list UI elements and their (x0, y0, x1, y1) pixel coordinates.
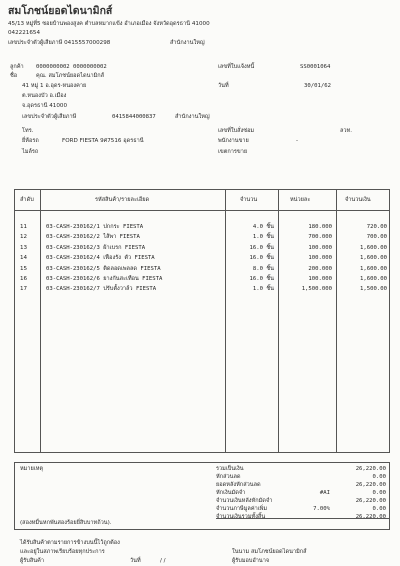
cell-no: 13 (20, 244, 28, 251)
customer-tax-id: 0415844000837 (112, 114, 156, 120)
ref-label: เลขที่ใบสั่งซ่อม (218, 128, 255, 134)
cell-amount: 700.00 (366, 234, 387, 241)
cell-no: 17 (20, 286, 28, 293)
customer-address-2: ต.หนองบัว อ.เมือง (22, 93, 67, 99)
remark-label: หมายเหตุ (20, 466, 44, 472)
summary-value: 26,220.00 (355, 498, 386, 504)
company-branch: สำนักงานใหญ่ (170, 40, 205, 46)
customer-name: คุณ. สมโภชน์ยอดไดนามิกส์ (36, 73, 105, 79)
cell-qty: 1.0 ชิ้น (252, 286, 274, 293)
cell-desc: 03-CASH-230162/3 ผ้าเบรก FIESTA (46, 244, 146, 251)
cell-amount: 1,500.00 (360, 286, 387, 293)
summary-label: หักส่วนลด (216, 474, 241, 480)
header-desc: รหัสสินค้า/รายละเอียด (95, 197, 150, 203)
cell-desc: 03-CASH-230162/6 ยางกันสะเทือน FIESTA (46, 276, 163, 282)
cell-desc: 03-CASH-230162/1 ปกกระ FIESTA (46, 224, 144, 230)
cell-no: 11 (20, 224, 28, 230)
cell-amount: 1,600.00 (360, 255, 387, 262)
table-header-divider (14, 210, 390, 211)
company-phone: 042221654 (8, 30, 41, 36)
cell-price: 100.000 (308, 276, 332, 282)
receipt-note-1: ได้รับสินค้าตามรายการข้างบนนี้ไว้ถูกต้อง (20, 540, 120, 546)
cell-qty: 16.0 ชิ้น (249, 255, 274, 262)
receiver-label: ผู้รับสินค้า (20, 558, 44, 564)
cell-no: 16 (20, 276, 28, 282)
cell-desc: 03-CASH-230162/2 ไส้พา FIESTA (46, 234, 140, 241)
cell-no: 12 (20, 234, 28, 241)
cell-amount: 1,600.00 (360, 265, 387, 272)
vehicle-label: ยี่ห้อรถ (22, 138, 39, 144)
receive-date-blank: / / (160, 558, 166, 564)
grand-total-divider (216, 518, 390, 519)
receive-date-label: วันที่ (130, 558, 141, 564)
summary-extra: 7.00% (313, 506, 330, 512)
cell-desc: 03-CASH-230162/4 เฟืองรัง ตัว FIESTA (46, 255, 155, 262)
summary-label: รวมเป็นเงิน (216, 466, 244, 472)
header-price: หน่วยละ (290, 197, 311, 203)
summary-label: จำนวนเงินรวมทั้งสิ้น (216, 514, 266, 520)
summary-value: 26,220.00 (355, 466, 386, 472)
summary-label: ยอดหลังหักส่วนลด (216, 482, 261, 488)
cell-amount: 1,600.00 (360, 244, 387, 251)
cell-price: 100.000 (308, 255, 332, 262)
summary-value: 26,220.00 (355, 482, 386, 488)
col-divider (40, 189, 41, 453)
date-label: วันที่ (218, 83, 229, 89)
date-value: 30/01/62 (304, 83, 331, 89)
ref-suffix: ลวท. (340, 128, 353, 134)
on-behalf-of: ในนาม สมโภชน์ยอดไดนามิกส์ (232, 549, 307, 555)
customer-code: 0000000002 0000000002 (36, 64, 107, 70)
customer-phone-label: โทร. (22, 128, 34, 134)
customer-tax-label: เลขประจำตัวผู้เสียภาษี (22, 114, 77, 120)
cell-price: 180.000 (308, 224, 332, 230)
customer-address-1: 41 หมู่ 1 อ.อุดร-หนองคาย (22, 83, 87, 89)
company-tax-id: เลขประจำตัวผู้เสียภาษี 0415557000298 (8, 40, 111, 46)
header-qty: จำนวน (240, 197, 258, 203)
cell-desc: 03-CASH-230162/5 ติดลอดเพลลด FIESTA (46, 265, 161, 272)
summary-label: จำนวนเงินหลังหักมัดจำ (216, 498, 273, 504)
authorized-label: ผู้รับมอบอำนาจ (232, 558, 270, 564)
receipt-note-2: และอยู่ในสภาพเรียบร้อยทุกประการ (20, 549, 105, 555)
amount-in-words: (สองหมื่นหกพันสองร้อยยี่สิบบาทถ้วน). (20, 520, 112, 526)
cell-price: 200.000 (308, 265, 332, 272)
customer-code-label: ลูกค้า (10, 64, 24, 70)
cell-qty: 16.0 ชิ้น (249, 244, 274, 251)
cell-amount: 1,600.00 (360, 276, 387, 282)
cell-price: 700.000 (308, 234, 332, 241)
invoice-no-label: เลขที่ใบแจ้งหนี้ (218, 64, 255, 70)
summary-value: 0.00 (372, 490, 386, 496)
cell-no: 15 (20, 265, 28, 272)
summary-value: 26,220.00 (355, 514, 386, 520)
summary-extra: #AI (319, 490, 330, 496)
mileage-label: ไมล์รถ (22, 149, 39, 155)
company-address: 45/13 หมู่ที่5 ซอยบ้านพองสูงค ตำบลหมากแข้ง อำเภอเมือง จังหวัดอุดรธานี 41000 (8, 21, 210, 27)
cell-qty: 1.0 ชิ้น (252, 234, 274, 241)
cell-desc: 03-CASH-230162/7 ปรับตั้งวาล์ว FIESTA (46, 286, 157, 293)
cell-amount: 720.00 (366, 224, 387, 230)
cell-qty: 4.0 ชิ้น (252, 224, 274, 230)
customer-tax-branch: สำนักงานใหญ่ (175, 114, 210, 120)
header-no: ลำดับ (20, 197, 34, 203)
vehicle-value: FORD FIESTA 9ศ7516 อุดรธานี (62, 138, 144, 144)
customer-address-3: จ.อุดรธานี 41000 (22, 103, 68, 109)
summary-value: 0.00 (372, 506, 386, 512)
summary-value: 0.00 (372, 474, 386, 480)
cell-price: 100.000 (308, 244, 332, 251)
invoice-no-value: SS0001064 (300, 64, 331, 70)
summary-label: จำนวนภาษีมูลค่าเพิ่ม (216, 506, 268, 512)
staff-label: พนักงานขาย (218, 138, 249, 144)
cell-no: 14 (20, 255, 28, 262)
staff-value: - (296, 138, 299, 144)
company-name: สมโภชน์ยอดไดนามิกส์ (8, 5, 113, 17)
cell-qty: 8.0 ชิ้น (252, 265, 274, 272)
sales-area-label: เขตการขาย (218, 149, 248, 155)
header-amount: จำนวนเงิน (345, 197, 371, 203)
customer-name-label: ชื่อ (10, 73, 18, 79)
cell-price: 1,500.000 (301, 286, 332, 293)
cell-qty: 16.0 ชิ้น (249, 276, 274, 282)
summary-label: หักเงินมัดจำ (216, 490, 246, 496)
